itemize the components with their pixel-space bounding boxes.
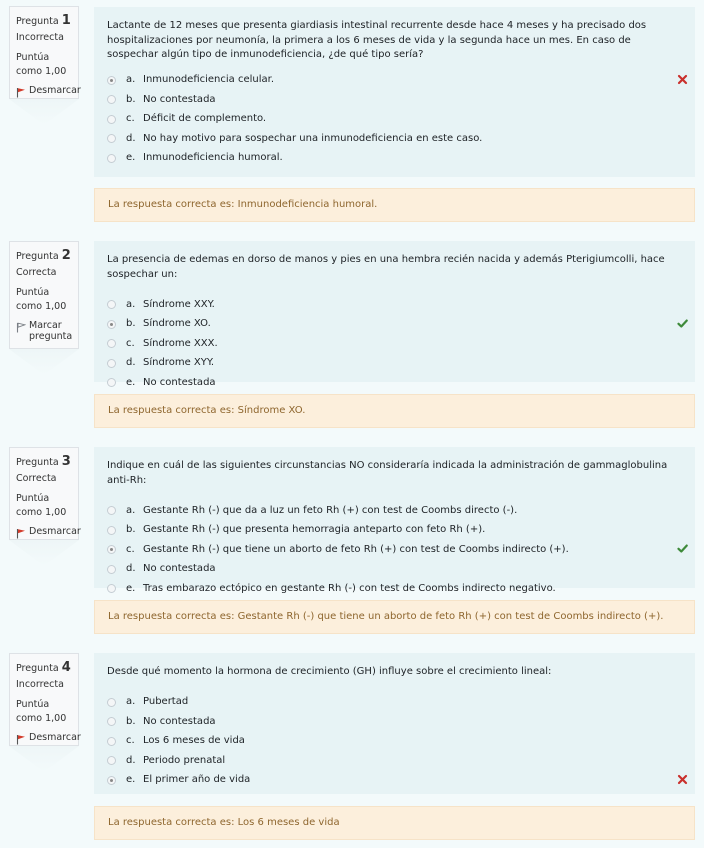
question-info-3 bbox=[9, 447, 79, 540]
option-letter: e. bbox=[126, 152, 136, 163]
flag-label: Desmarcar bbox=[29, 732, 81, 743]
option-text: No contestada bbox=[143, 376, 216, 388]
radio-button[interactable] bbox=[107, 339, 116, 348]
option-letter: c. bbox=[126, 113, 135, 124]
flag-icon bbox=[16, 734, 26, 745]
option-text: Inmunodeficiencia celular. bbox=[143, 74, 275, 85]
question-grade: Puntúa como 1,00 bbox=[16, 287, 67, 312]
radio-button[interactable] bbox=[107, 737, 116, 746]
answer-option-a[interactable] bbox=[107, 693, 682, 713]
question-grade: Puntúa como 1,00 bbox=[16, 699, 67, 724]
question-grade: Puntúa como 1,00 bbox=[16, 493, 67, 518]
option-letter: e. bbox=[126, 376, 136, 388]
question-number-label: Pregunta 4 bbox=[16, 660, 71, 675]
radio-button[interactable] bbox=[107, 584, 116, 593]
option-letter: c. bbox=[126, 543, 135, 555]
option-text: Gestante Rh (-) que da a luz un feto Rh (+) con test de Coombs directo (-). bbox=[143, 504, 518, 516]
option-letter: b. bbox=[126, 93, 136, 105]
question-state: Correcta bbox=[16, 473, 57, 484]
question-text: Lactante de 12 meses que presenta giardiasis intestinal recurrente desde hace 4 meses y ha precisado dos hospitalizaciones por neumonía, la primera a los 6 meses de vida y la segunda hace un mes. En caso de sospechar algún tipo de inmunodeficiencia, ¿de qué tipo sería? bbox=[107, 20, 647, 60]
question-state: Incorrecta bbox=[16, 679, 64, 690]
option-letter: d. bbox=[126, 754, 136, 766]
option-text: No hay motivo para sospechar una inmunodeficiencia en este caso. bbox=[143, 132, 483, 144]
info-tail-3 bbox=[9, 540, 79, 566]
flag-icon bbox=[16, 528, 26, 539]
radio-button[interactable] bbox=[107, 717, 116, 726]
question-info-1 bbox=[9, 6, 79, 99]
answer-option-c[interactable] bbox=[107, 732, 682, 752]
incorrect-icon bbox=[677, 774, 688, 785]
option-letter: b. bbox=[126, 715, 136, 727]
answer-option-c[interactable] bbox=[107, 540, 682, 560]
question-number-label: Pregunta 1 bbox=[16, 13, 71, 28]
question-state: Correcta bbox=[16, 267, 57, 278]
info-tail-1 bbox=[9, 99, 79, 125]
question-formulation-2 bbox=[94, 241, 695, 388]
radio-button[interactable] bbox=[107, 378, 116, 387]
correct-answer-feedback: La respuesta correcta es: Gestante Rh (-) que tiene un aborto de feto Rh (+) con test de Coombs indirecto (+). bbox=[94, 600, 695, 634]
correct-answer-feedback: La respuesta correcta es: Síndrome XO. bbox=[94, 394, 695, 428]
radio-button[interactable] bbox=[107, 300, 116, 309]
answer-option-c[interactable] bbox=[107, 334, 682, 354]
answer-option-e[interactable] bbox=[107, 579, 682, 599]
radio-button[interactable] bbox=[107, 565, 116, 574]
option-text: Los 6 meses de vida bbox=[143, 735, 245, 746]
correct-check-icon bbox=[677, 543, 688, 554]
option-text: Gestante Rh (-) que tiene un aborto de feto Rh (+) con test de Coombs indirecto (+). bbox=[143, 543, 569, 555]
radio-button[interactable] bbox=[107, 359, 116, 368]
answer-option-d[interactable] bbox=[107, 129, 682, 149]
radio-button[interactable] bbox=[107, 545, 116, 554]
radio-button[interactable] bbox=[107, 526, 116, 535]
answer-list bbox=[107, 295, 682, 393]
option-letter: a. bbox=[126, 298, 136, 310]
radio-button[interactable] bbox=[107, 95, 116, 104]
flag-toggle[interactable] bbox=[16, 526, 81, 539]
option-text: No contestada bbox=[143, 563, 216, 574]
option-letter: e. bbox=[126, 774, 136, 785]
correct-check-icon bbox=[677, 318, 688, 329]
option-text: Tras embarazo ectópico en gestante Rh (-) con test de Coombs indirecto negativo. bbox=[143, 582, 556, 594]
flag-toggle[interactable] bbox=[16, 732, 81, 745]
answer-option-e[interactable] bbox=[107, 373, 682, 393]
option-letter: b. bbox=[126, 318, 136, 329]
radio-button[interactable] bbox=[107, 115, 116, 124]
answer-option-b[interactable] bbox=[107, 90, 682, 110]
answer-option-e[interactable] bbox=[107, 771, 682, 791]
question-info-4 bbox=[9, 653, 79, 746]
option-text: Síndrome XXX. bbox=[143, 337, 218, 349]
answer-list bbox=[107, 501, 682, 599]
option-letter: a. bbox=[126, 74, 136, 85]
option-text: No contestada bbox=[143, 715, 216, 727]
answer-option-d[interactable] bbox=[107, 560, 682, 580]
question-formulation-1 bbox=[94, 7, 695, 177]
option-text: Pubertad bbox=[143, 696, 189, 707]
option-text: Gestante Rh (-) que presenta hemorragia anteparto con feto Rh (+). bbox=[143, 524, 486, 535]
correct-answer-feedback: La respuesta correcta es: Los 6 meses de vida bbox=[94, 806, 695, 840]
option-letter: a. bbox=[126, 504, 136, 516]
question-formulation-3 bbox=[94, 447, 695, 594]
answer-option-a[interactable] bbox=[107, 71, 682, 91]
option-text: Síndrome XXY. bbox=[143, 298, 215, 310]
flag-outline-icon bbox=[16, 322, 26, 333]
radio-button[interactable] bbox=[107, 756, 116, 765]
flag-label: Desmarcar bbox=[29, 526, 81, 537]
radio-button[interactable] bbox=[107, 506, 116, 515]
flag-icon bbox=[16, 87, 26, 98]
option-letter: a. bbox=[126, 696, 136, 707]
question-number-label: Pregunta 2 bbox=[16, 248, 71, 263]
question-text: La presencia de edemas en dorso de manos y pies en una hembra recién nacida y además Pterigiumcolli, hace sospechar un: bbox=[107, 254, 665, 280]
option-text: No contestada bbox=[143, 93, 216, 105]
option-text: Periodo prenatal bbox=[143, 754, 226, 766]
answer-option-c[interactable] bbox=[107, 110, 682, 130]
info-tail-2 bbox=[9, 349, 79, 375]
option-text: Síndrome XYY. bbox=[143, 357, 215, 368]
option-letter: c. bbox=[126, 337, 135, 349]
question-state: Incorrecta bbox=[16, 32, 64, 43]
answer-option-a[interactable] bbox=[107, 295, 682, 315]
flag-label: Desmarcar bbox=[29, 85, 81, 96]
option-text: Inmunodeficiencia humoral. bbox=[143, 152, 283, 163]
incorrect-icon bbox=[677, 74, 688, 85]
option-text: Déficit de complemento. bbox=[143, 113, 267, 124]
answer-option-b[interactable] bbox=[107, 712, 682, 732]
option-letter: c. bbox=[126, 735, 135, 746]
question-formulation-4 bbox=[94, 653, 695, 794]
option-letter: b. bbox=[126, 524, 136, 535]
radio-button[interactable] bbox=[107, 776, 116, 785]
option-letter: d. bbox=[126, 357, 136, 368]
answer-option-d[interactable] bbox=[107, 354, 682, 374]
question-text: Indique en cuál de las siguientes circunstancias NO consideraría indicada la administración de gammaglobulina anti-Rh: bbox=[107, 460, 668, 486]
question-number-label: Pregunta 3 bbox=[16, 454, 71, 469]
answer-list bbox=[107, 71, 682, 169]
question-text: Desde qué momento la hormona de crecimiento (GH) influye sobre el crecimiento lineal: bbox=[107, 666, 552, 677]
flag-toggle[interactable] bbox=[16, 320, 78, 342]
answer-option-a[interactable] bbox=[107, 501, 682, 521]
option-letter: d. bbox=[126, 132, 136, 144]
answer-option-b[interactable] bbox=[107, 315, 682, 335]
correct-answer-feedback: La respuesta correcta es: Inmunodeficiencia humoral. bbox=[94, 188, 695, 222]
question-info-2 bbox=[9, 241, 79, 349]
option-letter: e. bbox=[126, 582, 136, 594]
radio-button[interactable] bbox=[107, 76, 116, 85]
radio-button[interactable] bbox=[107, 698, 116, 707]
answer-option-b[interactable] bbox=[107, 521, 682, 541]
radio-button[interactable] bbox=[107, 134, 116, 143]
question-grade: Puntúa como 1,00 bbox=[16, 52, 67, 77]
radio-button[interactable] bbox=[107, 320, 116, 329]
option-text: Síndrome XO. bbox=[143, 318, 211, 329]
flag-toggle[interactable] bbox=[16, 85, 81, 98]
answer-list bbox=[107, 693, 682, 791]
answer-option-e[interactable] bbox=[107, 149, 682, 169]
info-tail-4 bbox=[9, 746, 79, 772]
radio-button[interactable] bbox=[107, 154, 116, 163]
answer-option-d[interactable] bbox=[107, 751, 682, 771]
option-letter: d. bbox=[126, 563, 136, 574]
flag-label: Marcar pregunta bbox=[29, 320, 73, 342]
option-text: El primer año de vida bbox=[143, 774, 251, 785]
